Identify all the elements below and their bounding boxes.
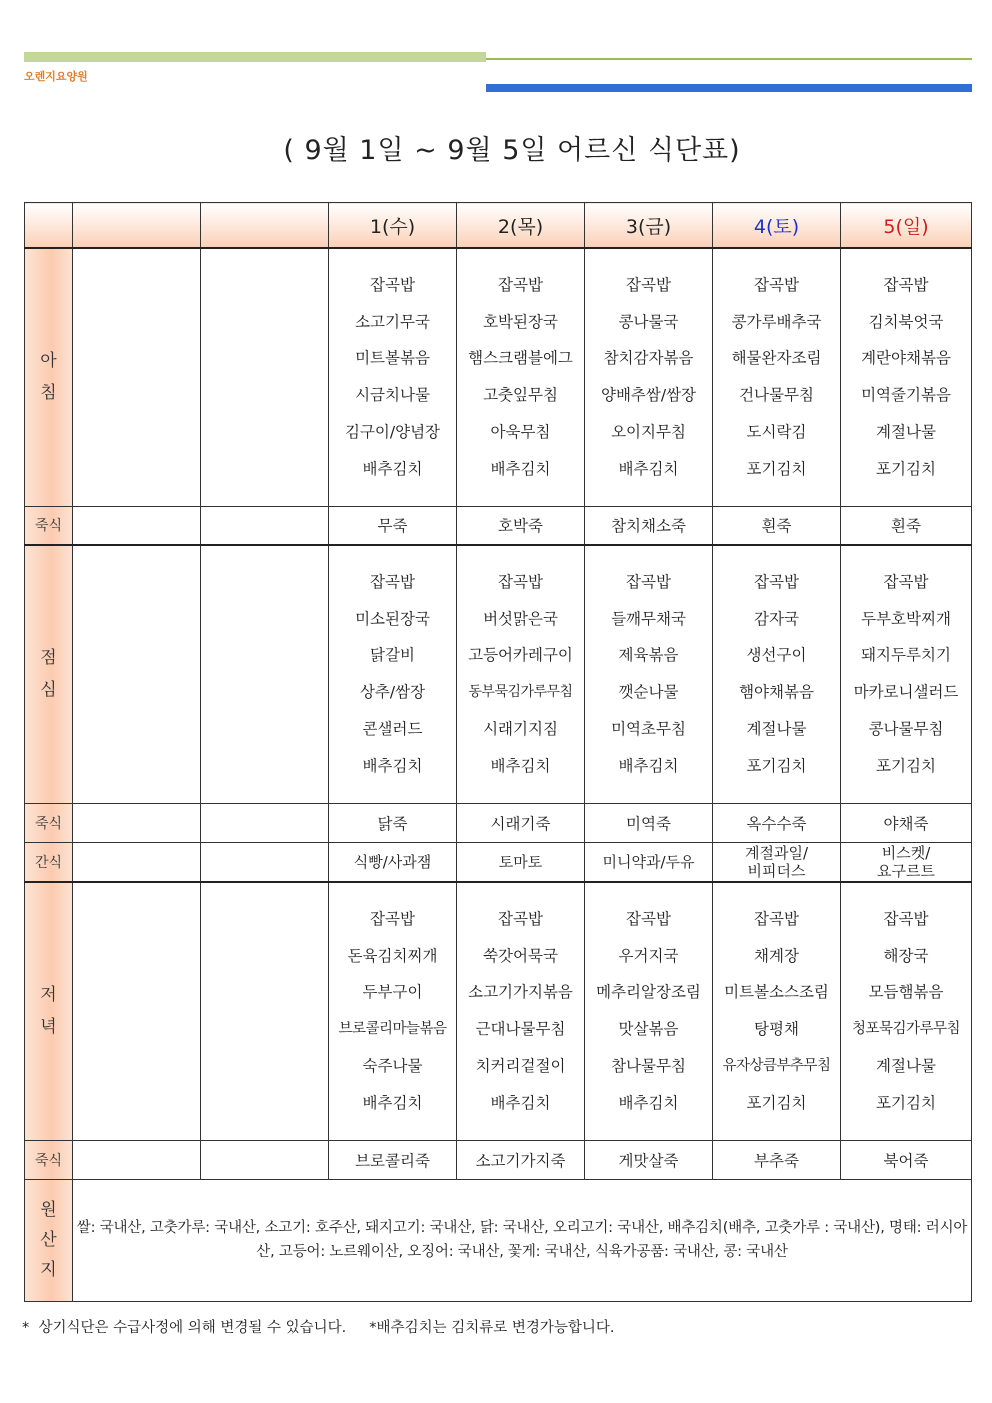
snack-line: 계절과일/ <box>744 843 808 862</box>
menu-item: 잡곡밥 <box>498 909 543 928</box>
porridge-cell: 게맛살죽 <box>585 1140 713 1179</box>
header-blue-bar <box>486 84 972 92</box>
menu-item: 근대나물무침 <box>475 1020 566 1039</box>
menu-item: 생선구이 <box>746 646 807 665</box>
menu-item: 고등어카레구이 <box>468 646 573 665</box>
menu-item: 잡곡밥 <box>754 275 799 294</box>
day-header: 3(금) <box>585 203 713 249</box>
menu-item: 미소된장국 <box>355 609 430 628</box>
menu-cell <box>457 248 585 506</box>
menu-item: 버섯맑은국 <box>483 609 558 628</box>
dinner-label-char: 저 <box>40 985 57 1006</box>
menu-item: 해장국 <box>883 946 929 965</box>
blank-cell <box>73 842 201 882</box>
porridge-cell: 브로콜리죽 <box>329 1140 457 1179</box>
menu-item: 포기김치 <box>876 756 936 775</box>
menu-cell <box>329 882 457 1140</box>
menu-item: 도시락김 <box>746 423 807 442</box>
porridge-cell: 부추죽 <box>713 1140 841 1179</box>
menu-item: 배추김치 <box>618 1093 679 1112</box>
menu-item: 콩나물무침 <box>868 720 944 739</box>
porridge-cell: 북어죽 <box>841 1140 972 1179</box>
menu-item: 두부호박찌개 <box>861 609 951 628</box>
origin-label-char: 지 <box>40 1260 57 1280</box>
menu-item: 청포묵김가루무침 <box>851 1021 961 1038</box>
menu-item: 소고기가지볶음 <box>468 983 573 1002</box>
day-header-row <box>25 203 972 249</box>
menu-item: 아욱무침 <box>490 423 551 442</box>
corner-cell <box>25 203 73 249</box>
menu-item: 계절나물 <box>746 720 807 739</box>
snack-line: 토마토 <box>498 852 543 871</box>
header-green-bar <box>24 52 486 62</box>
blank-cell <box>201 506 329 545</box>
blank-cell <box>201 545 329 803</box>
menu-item: 김구이/양념장 <box>344 423 441 442</box>
menu-item: 잡곡밥 <box>370 275 415 294</box>
menu-item: 쑥갓어묵국 <box>483 946 558 965</box>
lunch-porridge-row <box>25 803 972 842</box>
menu-item: 참나물무침 <box>611 1057 686 1076</box>
snack-cell <box>585 842 713 882</box>
menu-item: 잡곡밥 <box>626 275 671 294</box>
menu-item: 메추리알장조림 <box>596 983 701 1002</box>
porridge-cell: 흰죽 <box>841 506 972 545</box>
menu-item: 배추김치 <box>490 756 551 775</box>
lunch-row <box>25 545 972 803</box>
menu-item: 계절나물 <box>876 1057 936 1076</box>
day-header: 1(수) <box>329 203 457 249</box>
menu-item: 잡곡밥 <box>626 909 671 928</box>
blank-cell <box>73 506 201 545</box>
footnote: * 상기식단은 수급사정에 의해 변경될 수 있습니다. *배추김치는 김치류로 변경가능합니다. <box>22 1320 615 1336</box>
lunch-label <box>25 545 73 803</box>
day-header: 2(목) <box>457 203 585 249</box>
menu-item: 양배추쌈/쌈장 <box>600 386 697 405</box>
snack-label: 간식 <box>25 842 73 882</box>
porridge-cell: 닭죽 <box>329 803 457 842</box>
dinner-label-char: 녁 <box>40 1017 57 1038</box>
porridge-cell: 야채죽 <box>841 803 972 842</box>
breakfast-porridge-row <box>25 506 972 545</box>
blank-cell <box>73 882 201 1140</box>
menu-item: 참치감자볶음 <box>603 349 694 368</box>
menu-item: 잡곡밥 <box>498 275 543 294</box>
menu-item: 미트볼소스조림 <box>724 983 829 1002</box>
snack-line: 미니약과/두유 <box>602 852 695 871</box>
snack-cell <box>457 842 585 882</box>
menu-cell <box>329 248 457 506</box>
page-title: ( 9월 1일 ~ 9월 5일 어르신 식단표) <box>283 135 741 166</box>
porridge-label: 죽식 <box>25 506 73 545</box>
menu-item: 해물완자조림 <box>731 349 822 368</box>
menu-item: 햄야채볶음 <box>739 683 814 702</box>
porridge-cell: 옥수수죽 <box>713 803 841 842</box>
menu-item: 미역줄기볶음 <box>861 386 951 405</box>
snack-cell <box>713 842 841 882</box>
menu-item: 배추김치 <box>362 1093 423 1112</box>
menu-item: 배추김치 <box>362 459 423 478</box>
menu-item: 치커리겉절이 <box>475 1057 566 1076</box>
menu-item: 배추김치 <box>490 459 551 478</box>
origin-text: 쌀: 국내산, 고춧가루: 국내산, 소고기: 호주산, 돼지고기: 국내산, 닭: 국내산, 오리고기: 국내산, 배추김치(배추, 고춧가루 : 국내산), 명태: 러시아산, 고등어: 노르웨이산, 오징어: 국내산, 꽃게: 국내산, 식육가공품: 국내산, 콩: 국내산 <box>73 1179 972 1301</box>
menu-item: 포기김치 <box>876 459 936 478</box>
snack-row <box>25 842 972 882</box>
breakfast-label <box>25 248 73 506</box>
lunch-label-char: 심 <box>40 680 57 701</box>
dinner-label <box>25 882 73 1140</box>
menu-item: 콩나물국 <box>618 312 679 331</box>
menu-item: 햄스크램블에그 <box>468 349 573 368</box>
menu-item: 탕평채 <box>754 1020 799 1039</box>
menu-item: 잡곡밥 <box>498 572 543 591</box>
snack-cell <box>841 842 972 882</box>
menu-item: 잡곡밥 <box>370 572 415 591</box>
porridge-cell: 호박죽 <box>457 506 585 545</box>
menu-item: 마카로니샐러드 <box>853 683 959 702</box>
menu-item: 김치북엇국 <box>868 312 944 331</box>
menu-item: 오이지무침 <box>611 423 686 442</box>
blank-cell <box>201 882 329 1140</box>
menu-item: 채계장 <box>754 946 799 965</box>
menu-item: 돈육김치찌개 <box>347 946 438 965</box>
blank-cell <box>201 842 329 882</box>
menu-item: 닭갈비 <box>370 646 415 665</box>
day-header: 5(일) <box>841 203 972 249</box>
menu-item: 잡곡밥 <box>883 909 929 928</box>
porridge-cell: 참치채소죽 <box>585 506 713 545</box>
menu-item: 호박된장국 <box>483 312 558 331</box>
porridge-cell: 흰죽 <box>713 506 841 545</box>
porridge-cell: 미역죽 <box>585 803 713 842</box>
blank-header-cell <box>73 203 201 249</box>
porridge-cell: 소고기가지죽 <box>457 1140 585 1179</box>
menu-item: 포기김치 <box>746 459 807 478</box>
menu-cell <box>713 545 841 803</box>
menu-cell <box>585 248 713 506</box>
dinner-porridge-row <box>25 1140 972 1179</box>
menu-item: 동부묵김가루무침 <box>468 684 573 701</box>
menu-cell <box>457 882 585 1140</box>
lunch-label-char: 점 <box>40 648 57 669</box>
menu-cell <box>585 545 713 803</box>
origin-row <box>25 1179 972 1301</box>
menu-cell <box>841 882 972 1140</box>
menu-item: 배추김치 <box>362 756 423 775</box>
menu-item: 고춧잎무침 <box>483 386 558 405</box>
snack-line: 비피더스 <box>747 861 806 880</box>
menu-item: 잡곡밥 <box>370 909 415 928</box>
menu-item: 깻순나물 <box>618 683 679 702</box>
day-header: 4(토) <box>713 203 841 249</box>
snack-line: 식빵/사과잼 <box>353 852 432 871</box>
menu-cell <box>841 248 972 506</box>
menu-item: 시금치나물 <box>355 386 430 405</box>
blank-header-cell <box>201 203 329 249</box>
menu-item: 감자국 <box>754 609 799 628</box>
menu-item: 잡곡밥 <box>626 572 671 591</box>
breakfast-label-char: 아 <box>40 351 57 372</box>
menu-item: 콩가루배추국 <box>731 312 822 331</box>
menu-item: 계절나물 <box>876 423 936 442</box>
menu-item: 돼지두루치기 <box>861 646 951 665</box>
menu-item: 포기김치 <box>746 1093 807 1112</box>
blank-cell <box>201 1140 329 1179</box>
breakfast-row <box>25 248 972 506</box>
menu-item: 소고기무국 <box>355 312 430 331</box>
snack-line: 요구르트 <box>877 861 935 880</box>
origin-label-char: 원 <box>40 1200 57 1220</box>
menu-cell <box>841 545 972 803</box>
origin-label-char: 산 <box>40 1230 57 1250</box>
menu-item: 건나물무침 <box>739 386 814 405</box>
menu-item: 시래기지짐 <box>483 720 558 739</box>
menu-item: 유자상큼부추무침 <box>722 1058 831 1075</box>
menu-cell <box>713 248 841 506</box>
menu-item: 배추김치 <box>618 459 679 478</box>
blank-cell <box>201 803 329 842</box>
menu-item: 잡곡밥 <box>754 572 799 591</box>
porridge-label: 죽식 <box>25 1140 73 1179</box>
porridge-cell: 시래기죽 <box>457 803 585 842</box>
logo-text: 오렌지요양원 <box>24 70 88 83</box>
menu-item: 모듬햄볶음 <box>868 983 944 1002</box>
menu-item: 들깨무채국 <box>611 609 686 628</box>
menu-item: 잡곡밥 <box>754 909 799 928</box>
menu-item: 잡곡밥 <box>883 572 929 591</box>
menu-item: 미역초무침 <box>611 720 686 739</box>
porridge-cell: 무죽 <box>329 506 457 545</box>
menu-item: 우거지국 <box>618 946 679 965</box>
menu-item: 포기김치 <box>746 756 807 775</box>
header-green-line <box>486 58 972 60</box>
menu-item: 제육볶음 <box>618 646 679 665</box>
menu-cell <box>585 882 713 1140</box>
menu-item: 숙주나물 <box>362 1057 423 1076</box>
meal-table <box>24 202 972 1302</box>
menu-cell <box>713 882 841 1140</box>
origin-label <box>25 1179 73 1301</box>
menu-item: 계란야채볶음 <box>861 349 951 368</box>
menu-item: 맛살볶음 <box>618 1020 679 1039</box>
menu-item: 배추김치 <box>618 756 679 775</box>
porridge-label: 죽식 <box>25 803 73 842</box>
breakfast-label-char: 침 <box>40 383 57 404</box>
menu-cell <box>457 545 585 803</box>
menu-item: 포기김치 <box>876 1093 936 1112</box>
dinner-row <box>25 882 972 1140</box>
menu-item: 배추김치 <box>490 1093 551 1112</box>
blank-cell <box>73 545 201 803</box>
blank-cell <box>73 248 201 506</box>
menu-item: 콘샐러드 <box>362 720 423 739</box>
snack-line: 비스켓/ <box>881 843 931 862</box>
menu-item: 두부구이 <box>362 983 423 1002</box>
menu-item: 브로콜리마늘볶음 <box>338 1021 447 1038</box>
snack-cell <box>329 842 457 882</box>
blank-cell <box>73 1140 201 1179</box>
menu-cell <box>329 545 457 803</box>
blank-cell <box>73 803 201 842</box>
menu-item: 미트볼볶음 <box>355 349 430 368</box>
blank-cell <box>201 248 329 506</box>
menu-item: 잡곡밥 <box>883 275 929 294</box>
menu-item: 상추/쌈장 <box>359 683 426 702</box>
